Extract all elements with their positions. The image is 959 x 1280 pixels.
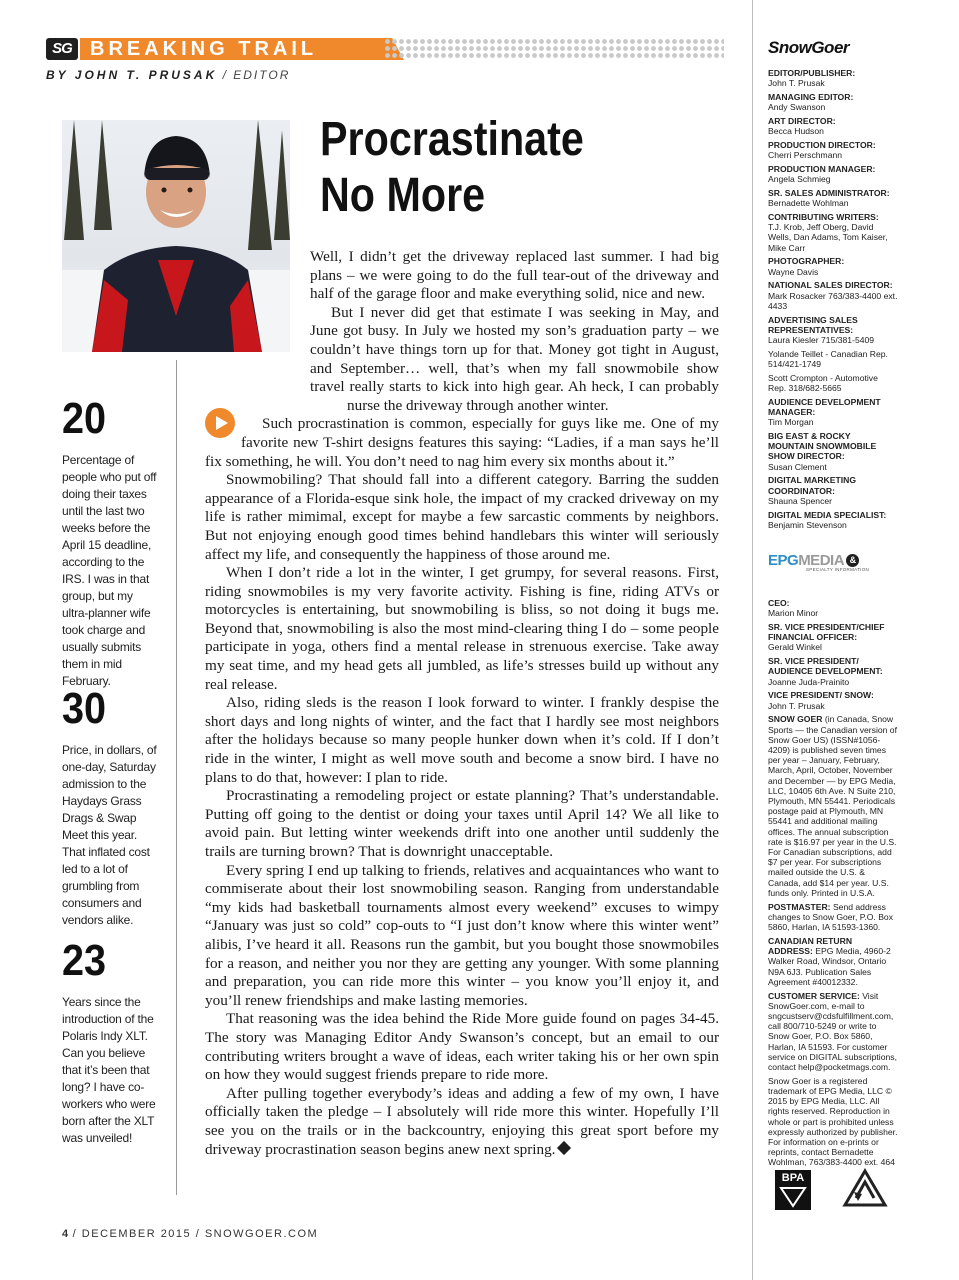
- section-header: [46, 38, 726, 62]
- masthead-role-name: John T. Prusak: [768, 700, 825, 711]
- masthead-role-title: VICE PRESIDENT/ SNOW:: [768, 690, 874, 701]
- masthead-entry: [768, 256, 898, 276]
- section-banner: [80, 38, 392, 60]
- masthead-role-title: CANADIAN RETURN ADDRESS:: [768, 935, 853, 957]
- masthead-entry: [768, 690, 898, 710]
- masthead-entry: [768, 714, 898, 898]
- bpa-logo: BPA: [775, 1170, 811, 1210]
- masthead-role-title: DIGITAL MARKETING COORDINATOR:: [768, 475, 857, 496]
- masthead-entry: [768, 991, 898, 1073]
- masthead-entry: [768, 280, 898, 311]
- masthead-entry: [768, 902, 898, 933]
- masthead-role-name: Andy Swanson: [768, 102, 826, 113]
- masthead-role-name: John T. Prusak: [768, 78, 825, 89]
- masthead-role-title: AUDIENCE DEVELOPMENT MANAGER:: [768, 396, 881, 418]
- masthead-role-title: ART DIRECTOR:: [768, 116, 836, 126]
- masthead-role-name: Mark Rosacker 763/383-4400 ext. 4433: [768, 290, 898, 311]
- footer-text: / DECEMBER 2015 / SNOWGOER.COM: [68, 1228, 319, 1240]
- paragraph-last: [205, 1085, 719, 1159]
- trademark-notice: Snow Goer is a registered trademark of EPG Media, LLC © 2015 by EPG Media, LLC. All rights reserved. Reproduction in whole or part is prohibited unless expressly authorized by publisher. For information on e-prints or reprints, contact Bernadette Wohlman, 763/383-4400 ext. 464: [768, 1075, 898, 1168]
- masthead-entry: [768, 92, 898, 112]
- masthead-entry: [768, 598, 898, 618]
- masthead-role-name: Laura Kiesler 715/381-5409: [768, 335, 875, 346]
- masthead-reps: [768, 349, 898, 393]
- epg-media-logo: EPGMEDIA & SPECIALTY INFORMATION: [768, 552, 870, 573]
- paragraph: When I don’t ride a lot in the winter, I get grumpy, for several reasons. First, riding snowmobiles is my very favorite activity. Fishing is fine, riding ATVs or motorcycles is entertaining, but snowmobiling is bliss, so not doing it bugs me. Beyond that, snowmobiling is also the most mind-clearing thing I do – some people participate in yoga, others find a mental release in strenuous exercise. Take away my seat time, and my head gets all jumbled, as life’s stresses build up without any real release.: [205, 564, 719, 693]
- masthead-role-name: Tim Morgan: [768, 417, 814, 428]
- masthead-role-name: Becca Hudson: [768, 126, 824, 137]
- masthead-entry: [768, 936, 898, 987]
- page-number: 4: [62, 1228, 69, 1240]
- paragraph: That reasoning was the idea behind the Ride More guide found on pages 34-45. The story was Managing Editor Andy Swanson’s concept, but an email to our contributing writers brought a wave of ideas, each writer taking his or her own spin on how they would suggest friends prepare to ride more.: [205, 1010, 719, 1084]
- masthead-role-name: Susan Clement: [768, 461, 827, 472]
- article-body: [205, 248, 719, 1159]
- masthead-role-title: MANAGING EDITOR:: [768, 92, 854, 102]
- column-divider: [176, 360, 177, 1195]
- masthead-role-title: BIG EAST & ROCKY MOUNTAIN SNOWMOBILE SHOW DIRECTOR:: [768, 431, 877, 462]
- masthead-entry: [768, 315, 898, 346]
- recycle-logo: [842, 1168, 888, 1208]
- article-title-line2: No More: [320, 169, 486, 222]
- masthead-entry: [768, 116, 898, 136]
- masthead: [768, 38, 898, 1171]
- recycle-icon: [842, 1168, 888, 1208]
- masthead-entry: [768, 212, 898, 253]
- masthead-role-title: CEO:: [768, 598, 790, 609]
- masthead-entry: [768, 140, 898, 160]
- stat-block: [62, 938, 162, 1147]
- masthead-entry: [768, 475, 898, 506]
- masthead-corporate: [768, 598, 898, 711]
- article-title: [320, 112, 664, 224]
- masthead-role-name: Bernadette Wohlman: [768, 198, 849, 209]
- masthead-role-title: POSTMASTER:: [768, 901, 831, 912]
- paragraph: Snowmobiling? That should fall into a different category. Barring the sudden appearance of a Florida-esque sink hole, the impact of my cracked driveway on my life is rather mimimal, except for maybe a few sarcastic comments by neighbors. But not enjoying enough good times behind handlebars this winter will seriously affect my life, and consequently the happiness of those around me.: [205, 471, 719, 563]
- masthead-role-title: EDITOR/PUBLISHER:: [768, 68, 856, 78]
- masthead-rep: Yolande Teillet - Canadian Rep. 514/421-1749: [768, 348, 888, 370]
- paragraph: Such procrastination is common, especially for guys like me. One of my favorite new T-shirt designs features this saying: “Ladies, if a man says he’ll fix something, he will. You don’t need to nag him every six months about it.”: [205, 415, 719, 470]
- masthead-role-name: T.J. Krob, Jeff Oberg, David Wells, Dan Adams, Tom Kaiser, Mike Carr: [768, 222, 888, 253]
- dot-pattern-decoration: [384, 38, 724, 60]
- byline-role: EDITOR: [233, 68, 291, 82]
- masthead-entry: [768, 164, 898, 184]
- stat-block: [62, 686, 162, 938]
- paragraph: But I never did get that estimate I was seeking in May, and June got busy. In July we hosted my son’s graduation party – we couldn’t have things torn up for that. Money got tight in August, and September… well, that’s when my fall snowmobile show travel really starts to kick into high gear. Ah heck, I can probably nurse the driveway through another winter.: [310, 303, 719, 414]
- paragraph: Every spring I end up talking to friends, relatives and acquaintances who want to commiserate about their lost snowmobiling season. Ranging from understandable “my kids had basketball tournaments almost every weekend” excuses to wimpy “January was just so cold” cop-outs to “I just don’t know where this winter went” alibis, I’ve heard it all. Reasons run the gambit, but you bought those snowmobiles for a reason, and neither you nor they are getting any younger. With some planning and preparation, you can ride more this winter – you know you’ll enjoy it, and you’ll renew friendships and make lasting memories.: [205, 861, 719, 1009]
- masthead-staff: [768, 68, 898, 345]
- masthead-role-name: (in Canada, Snow Sports — the Canadian version of Snow Goer US) (ISSN#1056-4209) is published seven times per year – January, February, March, April, October, November and December — by EPG Media, LLC, 10405 6th Ave. N Suite 210, Plymouth, MN 55441. Periodicals postage paid at Plymouth, MN 55441 and additional mailing offices. The annual subscription rate is $16.97 per year in the U.S. For Canadian subscriptions, add $7 per year. For subscriptions mailed outside the U.S. & Canada, add $14 per year. U.S. funds only. Printed in U.S.A.: [768, 714, 897, 898]
- masthead-role-name: Marion Minor: [768, 608, 819, 619]
- masthead-entry: [768, 656, 898, 687]
- masthead-staff-2: [768, 397, 898, 530]
- masthead-role-name: EPG Media, 4960-2 Walker Road, Windsor, Ontario N9A 6J3. Publication Sales Agreement #40012332.: [768, 946, 891, 987]
- masthead-role-title: DIGITAL MEDIA SPECIALIST:: [768, 509, 887, 520]
- masthead-role-title: CONTRIBUTING WRITERS:: [768, 212, 879, 222]
- masthead-entry: [768, 431, 898, 472]
- stat-number: 30: [62, 684, 107, 733]
- masthead-role-title: PHOTOGRAPHER:: [768, 256, 845, 267]
- masthead-role-name: Joanne Juda-Prainito: [768, 676, 850, 687]
- stat-description: Price, in dollars, of one-day, Saturday admission to the Haydays Grass Drags & Swap Meet this year. That inflated cost led to a lot of grumbling from consumers and vendors alike.: [62, 743, 157, 927]
- masthead-entry: [768, 510, 898, 530]
- masthead-role-name: Visit SnowGoer.com, e-mail to sngcustserv@cdsfulfillment.com, call 800/710-5249 or write to Snow Goer, P.O. Box 5860, Harlan, IA 51593. For customer service on DIGITAL subscriptions, contact help@pocketmags.com.: [768, 990, 897, 1072]
- masthead-role-name: Send address changes to Snow Goer, P.O. Box 5860, Harlan, IA 51593-1360.: [768, 901, 894, 933]
- stat-block: [62, 396, 162, 686]
- masthead-role-title: CUSTOMER SERVICE:: [768, 990, 860, 1001]
- paragraph: Procrastinating a remodeling project or estate planning? That’s understandable. Putting off going to the dentist or doing your taxes until April 14? We all like to avoid pain. But letting winter weekends drift into one another until suddenly the trails are turning brown? That is downright unacceptable.: [205, 787, 719, 860]
- masthead-legal: [768, 714, 898, 1072]
- masthead-divider: [752, 0, 753, 1280]
- float-spacer: [205, 248, 310, 402]
- masthead-role-title: SR. VICE PRESIDENT/ AUDIENCE DEVELOPMENT:: [768, 656, 883, 677]
- masthead-role-name: Gerald Winkel: [768, 642, 822, 653]
- byline-name: BY JOHN T. PRUSAK: [46, 68, 218, 82]
- page-footer: [62, 1228, 318, 1240]
- play-arrow-icon: [205, 408, 235, 438]
- paragraph: Also, riding sleds is the reason I look forward to winter. I frankly despise the short days and long nights of winter, and the fact that I hardly see most neighbors after the holidays because so many people hunker down when it’s cold. If I don’t ride in the winter, I might as well move south and become a snow bird. I have no plans to do that, however: I plan to ride.: [205, 694, 719, 786]
- paragraph: Well, I didn’t get the driveway replaced last summer. I had big plans – we were going to do the full tear-out of the driveway and half of the garage floor and make everything solid, nice and new.: [310, 248, 719, 303]
- byline: [46, 68, 290, 82]
- stat-description: Percentage of people who put off doing their taxes until the last two weeks before the April 15 deadline, according to the IRS. I was in that group, but my ultra-planner wife took charge and usually submits them in mid February.: [62, 453, 157, 688]
- masthead-rep: Scott Crompton - Automotive Rep. 318/682-5665: [768, 372, 878, 394]
- masthead-entry: [768, 397, 898, 428]
- masthead-role-name: Shauna Spencer: [768, 495, 833, 506]
- masthead-role-title: NATIONAL SALES DIRECTOR:: [768, 280, 893, 291]
- masthead-role-title: PRODUCTION DIRECTOR:: [768, 140, 876, 150]
- masthead-role-name: Benjamin Stevenson: [768, 519, 847, 530]
- masthead-role-title: SR. SALES ADMINISTRATOR:: [768, 188, 890, 198]
- masthead-role-name: Cherri Perschmann: [768, 150, 843, 161]
- masthead-role-name: Angela Schmieg: [768, 174, 831, 185]
- paragraph-text: After pulling together everybody’s ideas and adding a few of my own, I have officially taken the pledge – I absolutely will ride more this winter. Hopefully I’ll see you on the trails or in the backcountry, enjoying this great sport before my driveway procrastination season begins anew next spring.: [205, 1084, 719, 1158]
- section-title: BREAKING TRAIL: [90, 38, 318, 60]
- masthead-role-title: SNOW GOER: [768, 714, 823, 725]
- stats-sidebar: [62, 396, 162, 1147]
- masthead-role-title: ADVERTISING SALES REPRESENTATIVES:: [768, 314, 858, 335]
- sg-logo: SG: [46, 38, 78, 60]
- bpa-triangle-icon: [775, 1186, 811, 1208]
- stat-number: 23: [62, 936, 107, 985]
- masthead-role-title: PRODUCTION MANAGER:: [768, 164, 876, 174]
- article-title-line1: Procrastinate: [320, 113, 584, 166]
- masthead-entry: [768, 188, 898, 208]
- stat-number: 20: [62, 394, 107, 443]
- masthead-entry: [768, 68, 898, 88]
- end-mark-icon: [557, 1140, 571, 1154]
- masthead-role-title: SR. VICE PRESIDENT/CHIEF FINANCIAL OFFICER:: [768, 622, 885, 643]
- byline-separator: /: [217, 68, 234, 82]
- stat-description: Years since the introduction of the Polaris Indy XLT. Can you believe that it’s been that long? I have co-workers who were born after the XLT was unveiled!: [62, 995, 156, 1145]
- snowgoer-logo: SnowGoer: [768, 38, 850, 57]
- masthead-role-name: Wayne Davis: [768, 266, 819, 277]
- masthead-entry: [768, 622, 898, 653]
